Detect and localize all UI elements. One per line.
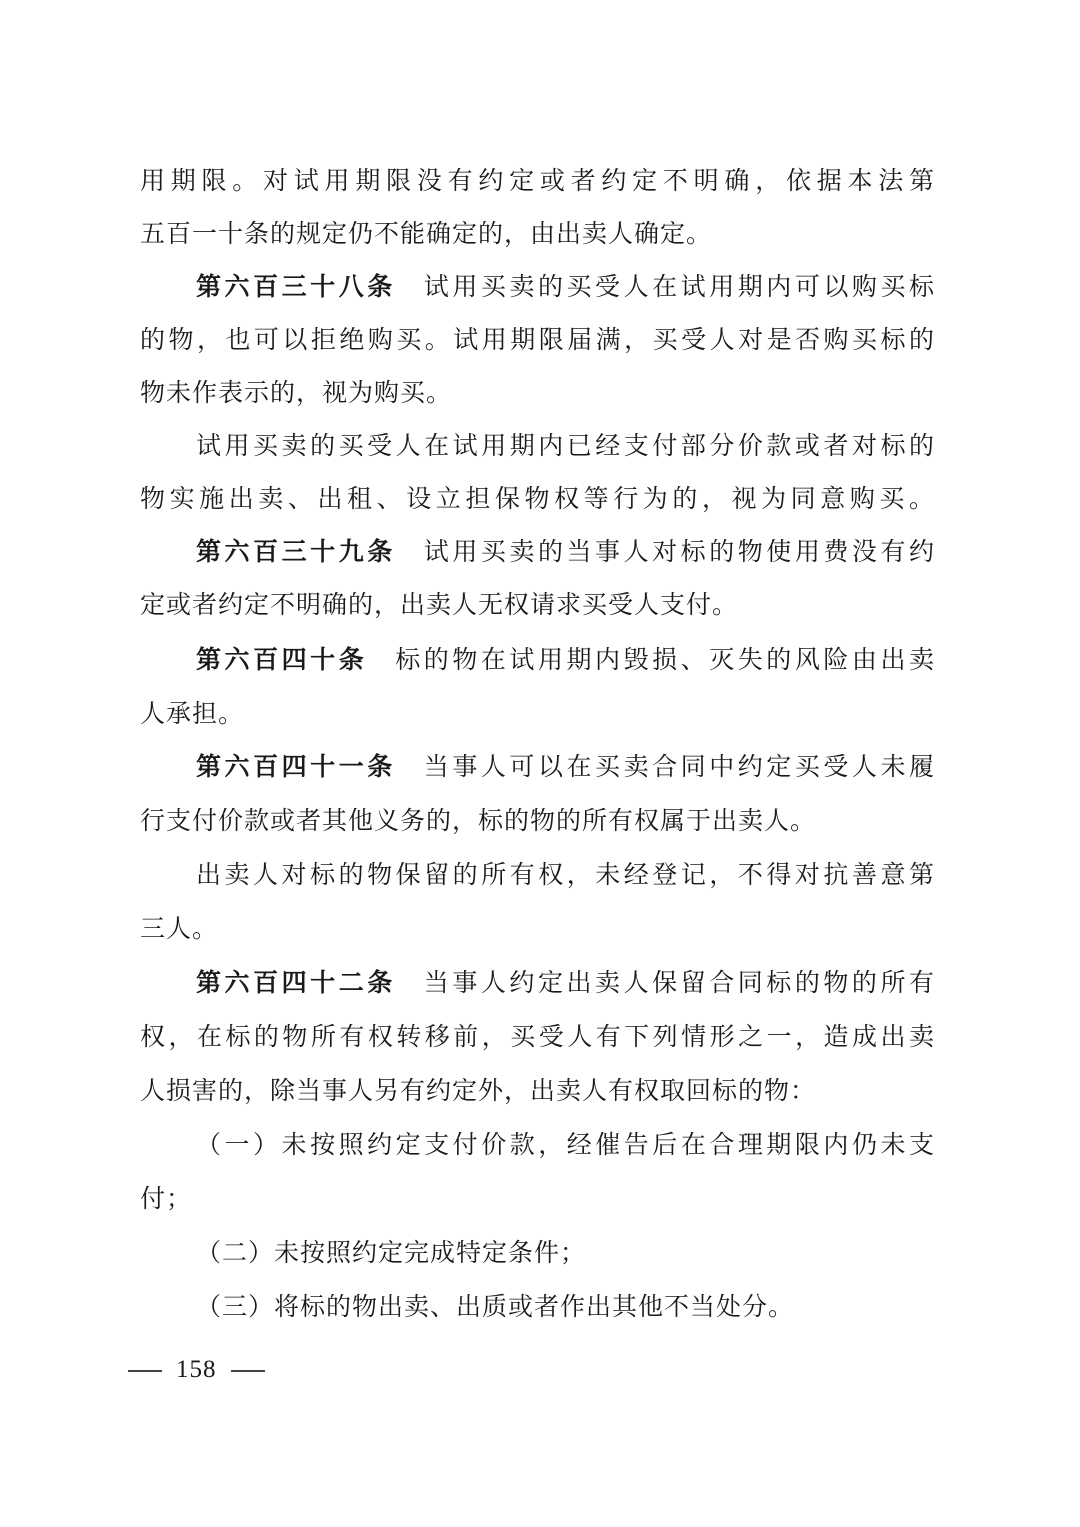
article-text: 试用买卖的当事人对标的物使用费没有约 bbox=[423, 537, 935, 566]
right-dash bbox=[231, 1370, 265, 1372]
article-heading: 第六百三十九条 bbox=[196, 537, 396, 566]
text-line: 定或者约定不明确的，出卖人无权请求买受人支付。 bbox=[140, 590, 739, 619]
article-638 bbox=[196, 267, 935, 307]
text-line: 用期限。对试用期限没有约定或者约定不明确，依据本法第 bbox=[140, 166, 935, 195]
article-heading: 第六百四十二条 bbox=[196, 968, 396, 997]
article-text: 标的物在试用期内毁损、灭失的风险由出卖 bbox=[395, 645, 935, 674]
article-640 bbox=[196, 640, 935, 680]
article-642 bbox=[196, 963, 935, 1003]
article-text: 试用买卖的买受人在试用期内可以购买标 bbox=[423, 272, 935, 301]
text-line: 人损害的，除当事人另有约定外，出卖人有权取回标的物： bbox=[140, 1076, 817, 1105]
text-line: 物实施出卖、出租、设立担保物权等行为的，视为同意购买。 bbox=[140, 484, 935, 513]
text-line: 物未作表示的，视为购买。 bbox=[140, 378, 453, 407]
list-item-line: （一）未按照约定支付价款，经催告后在合理期限内仍未支 bbox=[196, 1130, 935, 1159]
text-line: 人承担。 bbox=[140, 699, 245, 728]
article-639 bbox=[196, 532, 935, 572]
text-line: 的物，也可以拒绝购买。试用期限届满，买受人对是否购买标的 bbox=[140, 325, 935, 354]
page-number bbox=[128, 1352, 265, 1388]
text-line: 行支付价款或者其他义务的，标的物的所有权属于出卖人。 bbox=[140, 806, 817, 835]
text-line: 三人。 bbox=[140, 914, 219, 943]
article-heading: 第六百四十一条 bbox=[196, 752, 396, 781]
text-line: 五百一十条的规定仍不能确定的，由出卖人确定。 bbox=[140, 219, 713, 248]
text-line: 权，在标的物所有权转移前，买受人有下列情形之一，造成出卖 bbox=[140, 1022, 935, 1051]
article-heading: 第六百四十条 bbox=[196, 645, 368, 674]
paragraph-line: 试用买卖的买受人在试用期内已经支付部分价款或者对标的 bbox=[196, 431, 935, 460]
list-item-line: （三）将标的物出卖、出质或者作出其他不当处分。 bbox=[196, 1292, 795, 1321]
article-text: 当事人可以在买卖合同中约定买受人未履 bbox=[423, 752, 935, 781]
list-item-line: 付； bbox=[140, 1184, 193, 1213]
article-heading: 第六百三十八条 bbox=[196, 272, 396, 301]
list-item-line: （二）未按照约定完成特定条件； bbox=[196, 1238, 587, 1267]
paragraph-line: 出卖人对标的物保留的所有权，未经登记，不得对抗善意第 bbox=[196, 860, 935, 889]
left-dash bbox=[128, 1370, 162, 1372]
page-number-value: 158 bbox=[176, 1356, 217, 1383]
article-text: 当事人约定出卖人保留合同标的物的所有 bbox=[423, 968, 935, 997]
article-641 bbox=[196, 747, 935, 787]
